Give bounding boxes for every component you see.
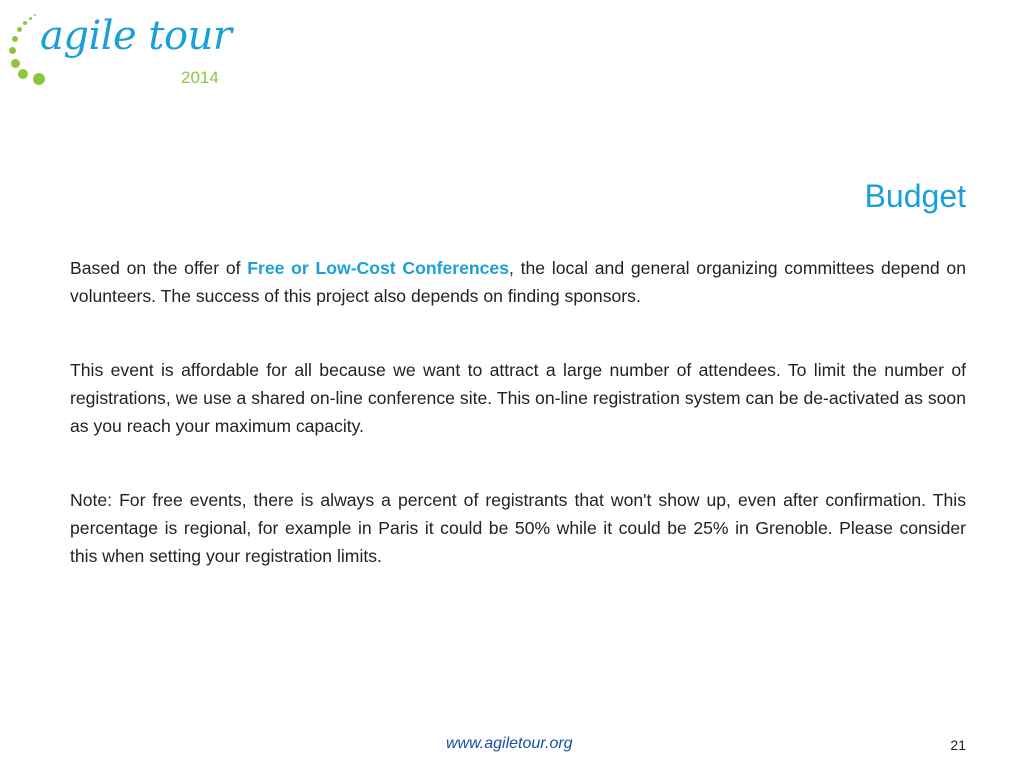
logo-year: 2014 <box>181 68 219 87</box>
footer-url[interactable]: www.agiletour.org <box>446 735 573 752</box>
page-number: 21 <box>950 737 966 753</box>
slide-title: Budget <box>864 178 966 214</box>
logo-wordmark: agile tour <box>40 13 232 59</box>
slide-body <box>70 254 966 616</box>
paragraph-affordability: This event is affordable for all because we want to attract a large number of attendees. To limit the number of registrations, we use a shared on-line conference site. This on-line registration system can be de-activated as soon as you reach your maximum capacity. <box>70 360 966 436</box>
paragraph-intro-before: Based on the offer of <box>70 258 248 278</box>
paragraph-intro <box>70 254 966 310</box>
paragraph-note: Note: For free events, there is always a percent of registrants that won't show up, even after confirmation. This percentage is regional, for example in Paris it could be 50% while it could be 25% in Grenoble. Please consider this when setting your registration limits. <box>70 490 966 566</box>
agile-tour-logo <box>4 10 244 90</box>
paragraph-intro-after: , the local and general organizing committees depend on volunteers. The success of this project also depends on finding sponsors. <box>70 258 966 306</box>
free-low-cost-highlight: Free or Low-Cost Conferences <box>247 258 509 278</box>
